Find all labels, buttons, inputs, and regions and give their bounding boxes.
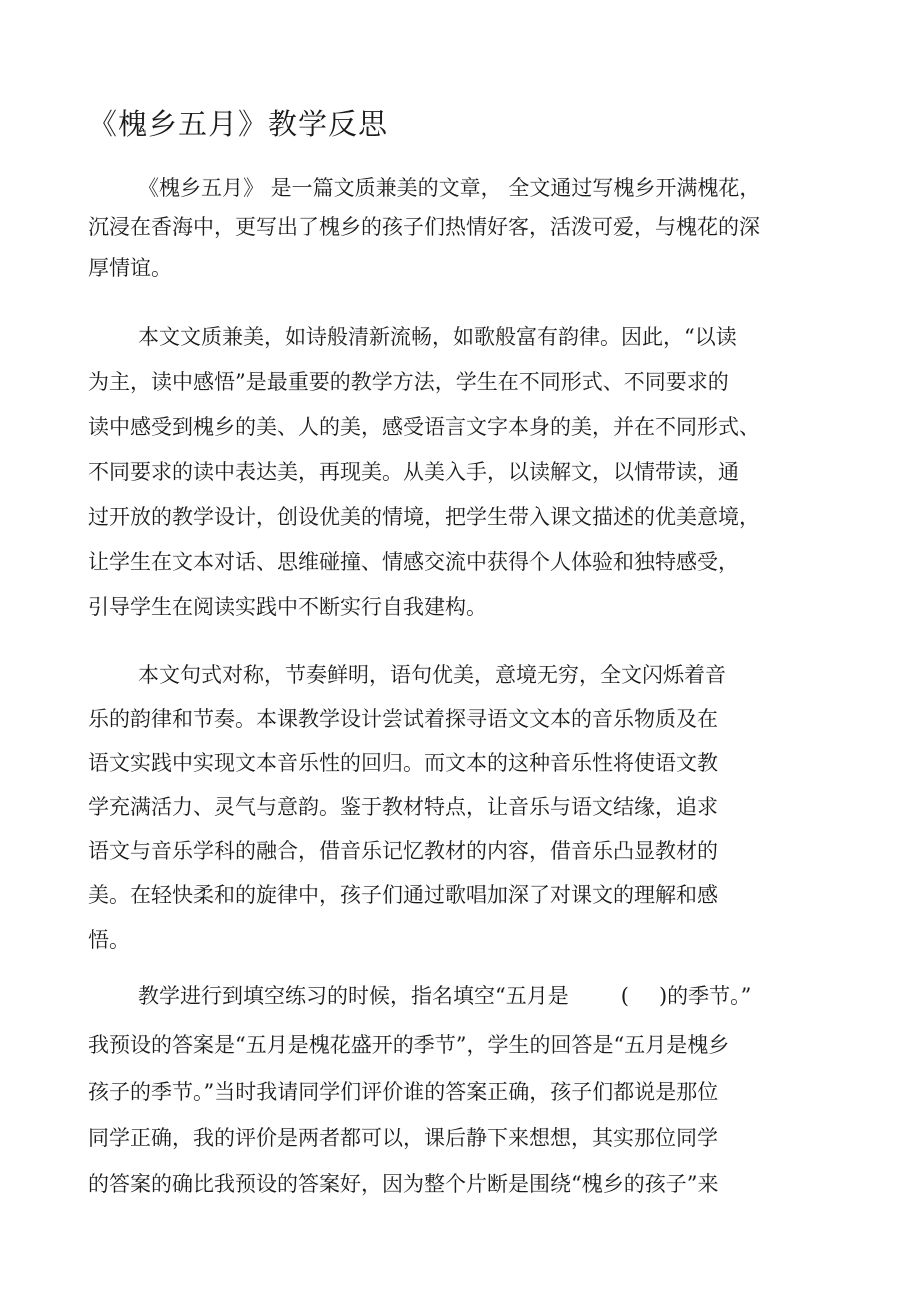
paragraph-2-line-3: 读中感受到槐乡的美、人的美，感受语言文字本身的美，并在不同形式、 (88, 415, 760, 439)
paragraph-1-line-1: 《槐乡五月》 是一篇文质兼美的文章， 全文通过写槐乡开满槐花， (138, 176, 761, 200)
paragraph-1-line-2: 沉浸在香海中，更写出了槐乡的孩子们热情好客，活泼可爱，与槐花的深 (88, 215, 760, 239)
paragraph-3-line-1: 本文句式对称，节奏鲜明，语句优美，意境无穷，全文闪烁着音 (138, 663, 726, 687)
paragraph-3-line-7: 悟。 (88, 928, 130, 952)
paragraph-4-line-5: 的答案的确比我预设的答案好，因为整个片断是围绕“槐乡的孩子”来 (88, 1172, 719, 1196)
paragraph-2-line-5: 过开放的教学设计，创设优美的情境，把学生带入课文描述的优美意境， (88, 505, 760, 529)
paragraph-3-line-6: 美。在轻快柔和的旋律中，孩子们通过歌唱加深了对课文的理解和感 (88, 883, 718, 907)
paragraph-4-line-3: 孩子的季节。”当时我请同学们评价谁的答案正确，孩子们都说是那位 (88, 1080, 719, 1104)
paragraph-3-line-3: 语文实践中实现文本音乐性的回归。而文本的这种音乐性将使语文教 (88, 751, 718, 775)
paragraph-4-line-2: 我预设的答案是“五月是槐花盛开的季节”，学生的回答是“五月是槐乡 (88, 1033, 730, 1057)
paragraph-3-line-2: 乐的韵律和节奏。本课教学设计尝试着探寻语文文本的音乐物质及在 (88, 707, 718, 731)
paragraph-4-line-1-text: 教学进行到填空练习的时候，指名填空“五月是 (138, 984, 569, 1008)
paragraph-1-line-3: 厚情谊。 (88, 256, 172, 280)
paragraph-4-line-1-end: )的季节。” (658, 984, 752, 1008)
paragraph-4-line-4: 同学正确，我的评价是两者都可以，课后静下来想想，其实那位同学 (88, 1126, 718, 1150)
paragraph-2-line-2: 为主，读中感悟”是最重要的教学方法，学生在不同形式、不同要求的 (88, 370, 729, 394)
paragraph-2-line-7: 引导学生在阅读实践中不断实行自我建构。 (88, 595, 487, 619)
paragraph-4-line-1 (138, 981, 751, 1011)
paragraph-2-line-1: 本文文质兼美，如诗般清新流畅，如歌般富有韵律。因此，“以读 (138, 325, 737, 349)
paragraph-2-line-6: 让学生在文本对话、思维碰撞、情感交流中获得个人体验和独特感受， (88, 550, 739, 574)
paragraph-3-line-5: 语文与音乐学科的融合，借音乐记忆教材的内容，借音乐凸显教材的 (88, 839, 718, 863)
fill-blank-open-paren: ( (620, 984, 629, 1008)
paragraph-2-line-4: 不同要求的读中表达美，再现美。从美入手，以读解文，以情带读，通 (88, 460, 739, 484)
document-title: 《槐乡五月》教学反思 (88, 107, 389, 141)
paragraph-3-line-4: 学充满活力、灵气与意韵。鉴于教材特点，让音乐与语文结缘，追求 (88, 795, 718, 819)
